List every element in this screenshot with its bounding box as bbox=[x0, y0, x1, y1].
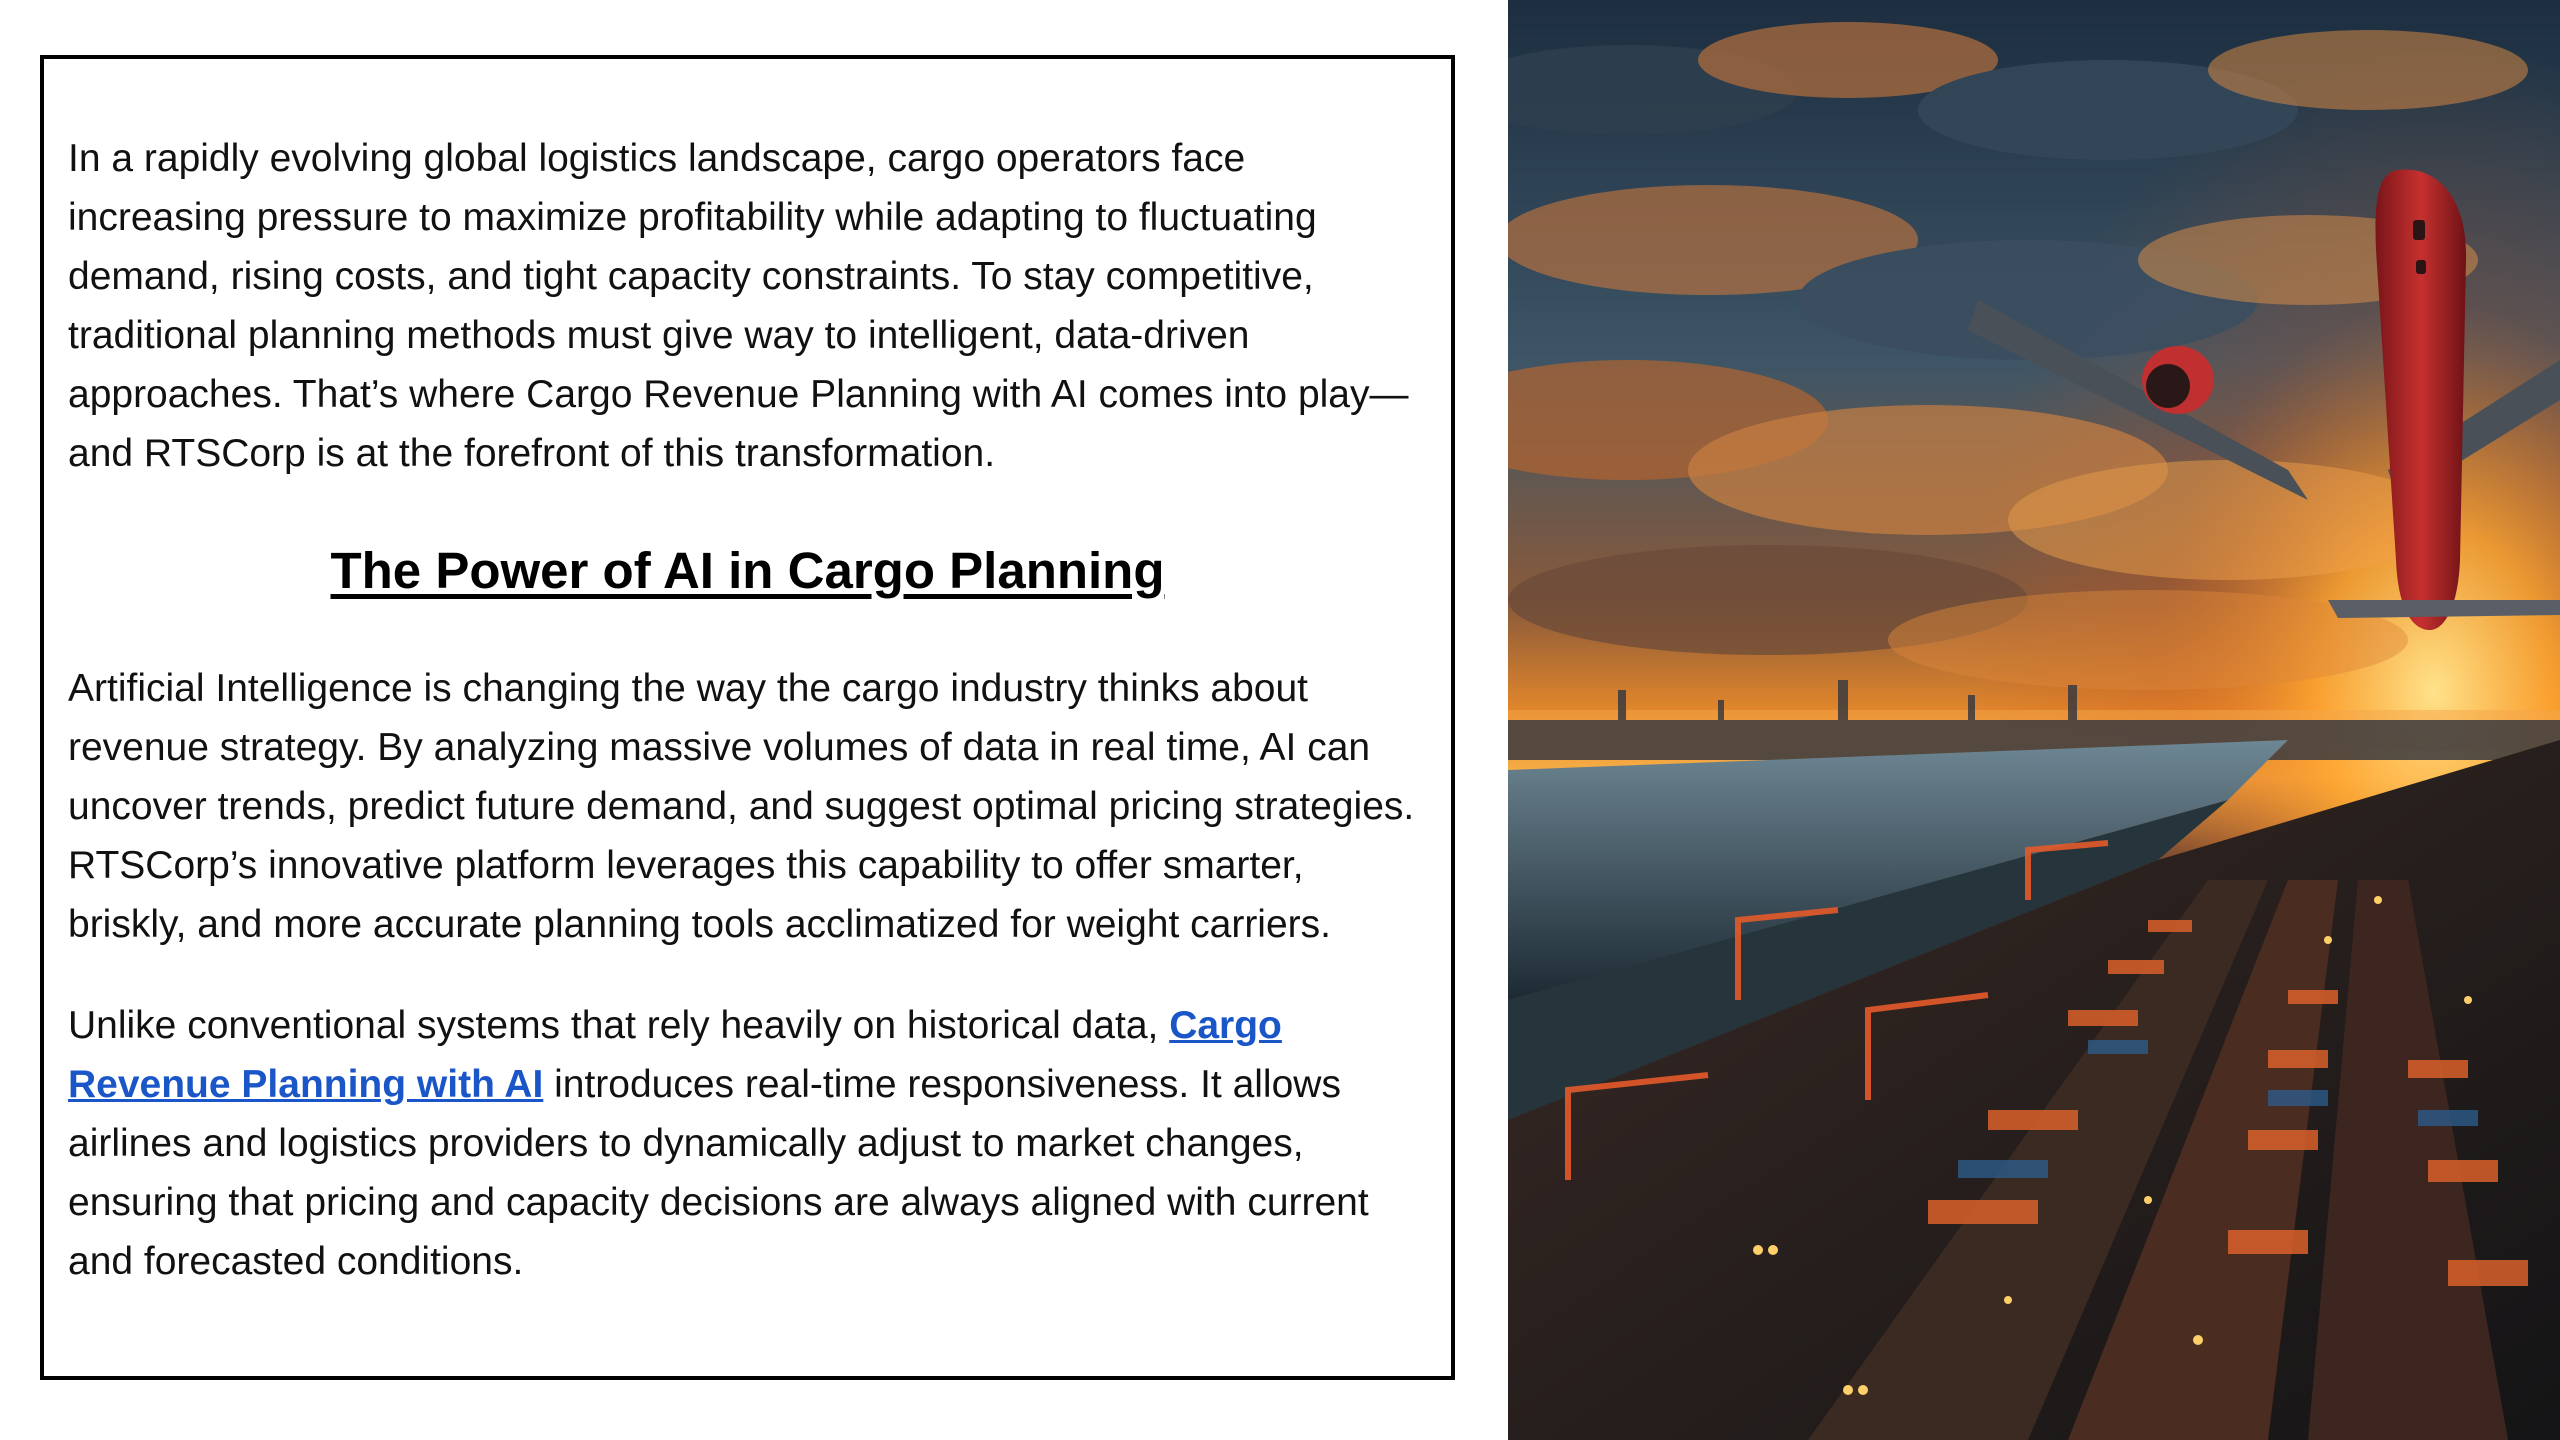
realtime-paragraph bbox=[68, 996, 1427, 1291]
article-panel bbox=[40, 55, 1455, 1380]
cargo-revenue-planning-link[interactable]: Cargo Revenue Planning with AI bbox=[68, 1004, 1282, 1106]
intro-paragraph: In a rapidly evolving global logistics landscape, cargo operators face increasing pressure to maximize profitability while adapting to fluctuating demand, rising costs, and tight capacity constraints. To stay competitive, traditional planning methods must give way to intelligent, data-driven approaches. That’s where Cargo Revenue Planning with AI comes into play—and RTSCorp is at the forefront of this transformation. bbox=[68, 137, 1409, 475]
realtime-text-end: introduces real-time responsiveness. It allows airlines and logistics providers to dynamically adjust to market changes, ensuring that pricing and capacity decisions are always aligned with current and forecasted conditions. bbox=[68, 1063, 1369, 1283]
realtime-text-start: Unlike conventional systems that rely heavily on historical data, bbox=[68, 1004, 1170, 1047]
section-heading: The Power of AI in Cargo Planning bbox=[330, 542, 1165, 599]
ai-paragraph: Artificial Intelligence is changing the way the cargo industry thinks about revenue strategy. By analyzing massive volumes of data in real time, AI can uncover trends, predict future demand, and suggest optimal pricing strategies. RTSCorp’s innovative platform leverages this capability to offer smarter, briskly, and more accurate planning tools acclimatized for weight carriers. bbox=[68, 667, 1415, 946]
airplane-over-port-photo bbox=[1508, 0, 2560, 1440]
